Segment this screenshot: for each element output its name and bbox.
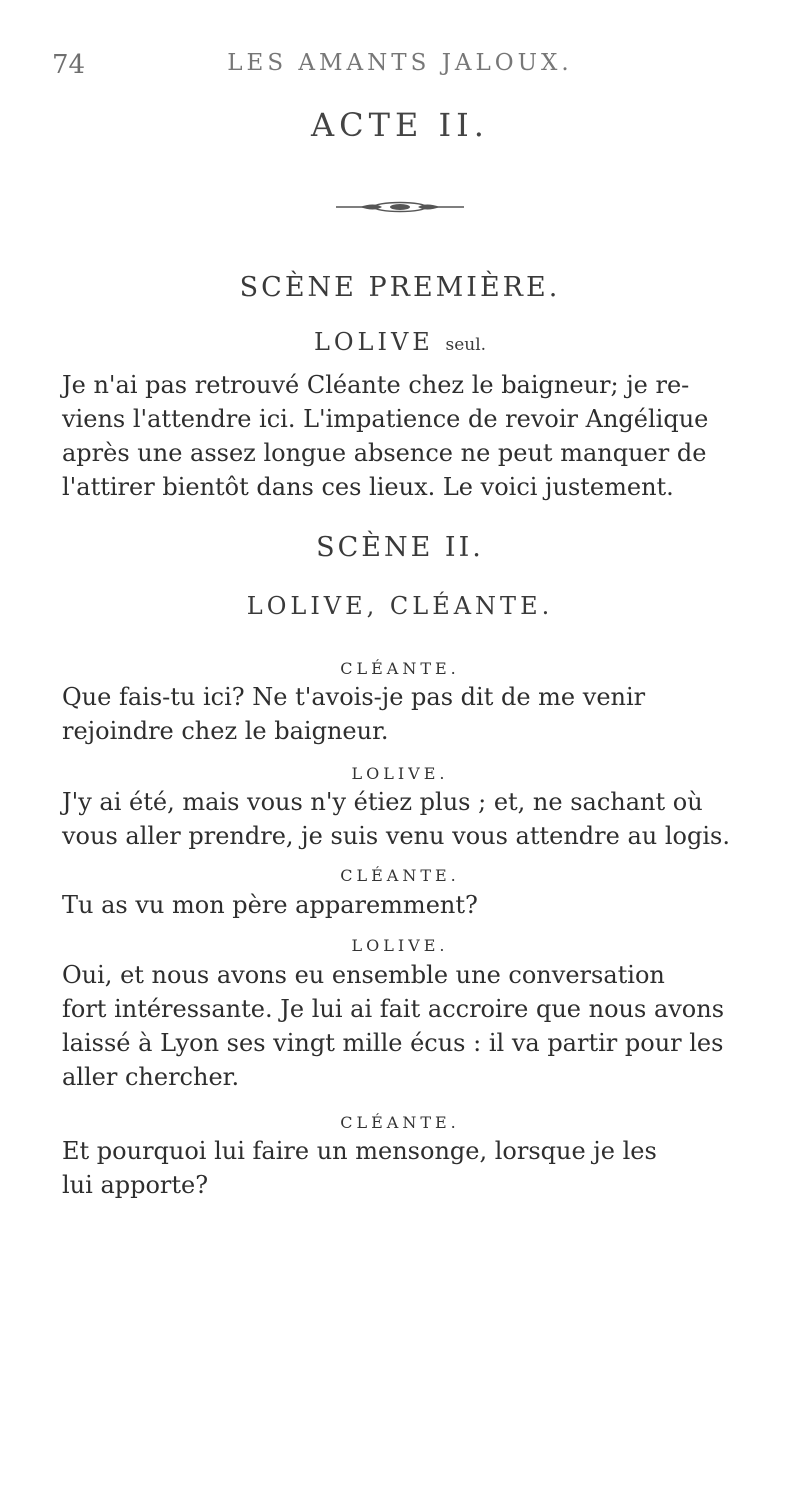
speaker-label: LOLIVE.	[351, 936, 449, 955]
text-line: fort intéressante. Je lui ai fait accroire que nous avons	[62, 995, 725, 1023]
text-line: après une assez longue absence ne peut manquer de	[62, 439, 707, 467]
book-title: LES AMANTS JALOUX.	[227, 50, 573, 76]
speaker-label: CLÉANTE.	[340, 659, 460, 678]
act-title: ACTE II.	[311, 106, 489, 144]
dialogue-speech	[62, 1134, 768, 1202]
text-line: Et pourquoi lui faire un mensonge, lorsque je les	[62, 1137, 657, 1165]
text-line: rejoindre chez le baigneur.	[62, 717, 389, 745]
running-head	[0, 50, 800, 80]
text-line: lui apporte?	[62, 1171, 209, 1199]
text-line: J'y ai été, mais vous n'y étiez plus ; et, ne sachant où	[62, 788, 703, 816]
dialogue-speech	[62, 680, 768, 748]
scene-2-title: SCÈNE II.	[316, 532, 484, 563]
scene-1-character-name: LOLIVE	[313, 328, 434, 356]
ornament-divider-icon	[330, 200, 470, 214]
text-line: laissé à Lyon ses vingt mille écus : il va partir pour les	[62, 1029, 724, 1057]
speaker-label: CLÉANTE.	[340, 1113, 460, 1132]
text-line: aller chercher.	[62, 1063, 240, 1091]
text-line: Oui, et nous avons eu ensemble une conversation	[62, 961, 665, 989]
scene-1-monologue	[62, 368, 768, 504]
speaker-label: LOLIVE.	[351, 764, 449, 783]
text-line: viens l'attendre ici. L'impatience de revoir Angélique	[62, 405, 709, 433]
dialogue-speech	[62, 785, 768, 853]
scene-1-title: SCÈNE PREMIÈRE.	[239, 272, 561, 303]
scene-1-character	[0, 328, 800, 356]
scene-2-characters: LOLIVE, CLÉANTE.	[246, 592, 554, 620]
text-line: Tu as vu mon père apparemment?	[62, 891, 478, 919]
scene-1-character-note: seul.	[445, 335, 487, 355]
text-line: Je n'ai pas retrouvé Cléante chez le baigneur; je re-	[62, 371, 690, 399]
text-line: l'attirer bientôt dans ces lieux. Le voici justement.	[62, 473, 674, 501]
text-line: Que fais-tu ici? Ne t'avois-je pas dit de me venir	[62, 683, 646, 711]
page-number: 74	[52, 50, 86, 80]
dialogue-speech	[62, 888, 768, 922]
dialogue-speech	[62, 958, 768, 1094]
speaker-label: CLÉANTE.	[340, 866, 460, 885]
text-line: vous aller prendre, je suis venu vous attendre au logis.	[62, 822, 730, 850]
